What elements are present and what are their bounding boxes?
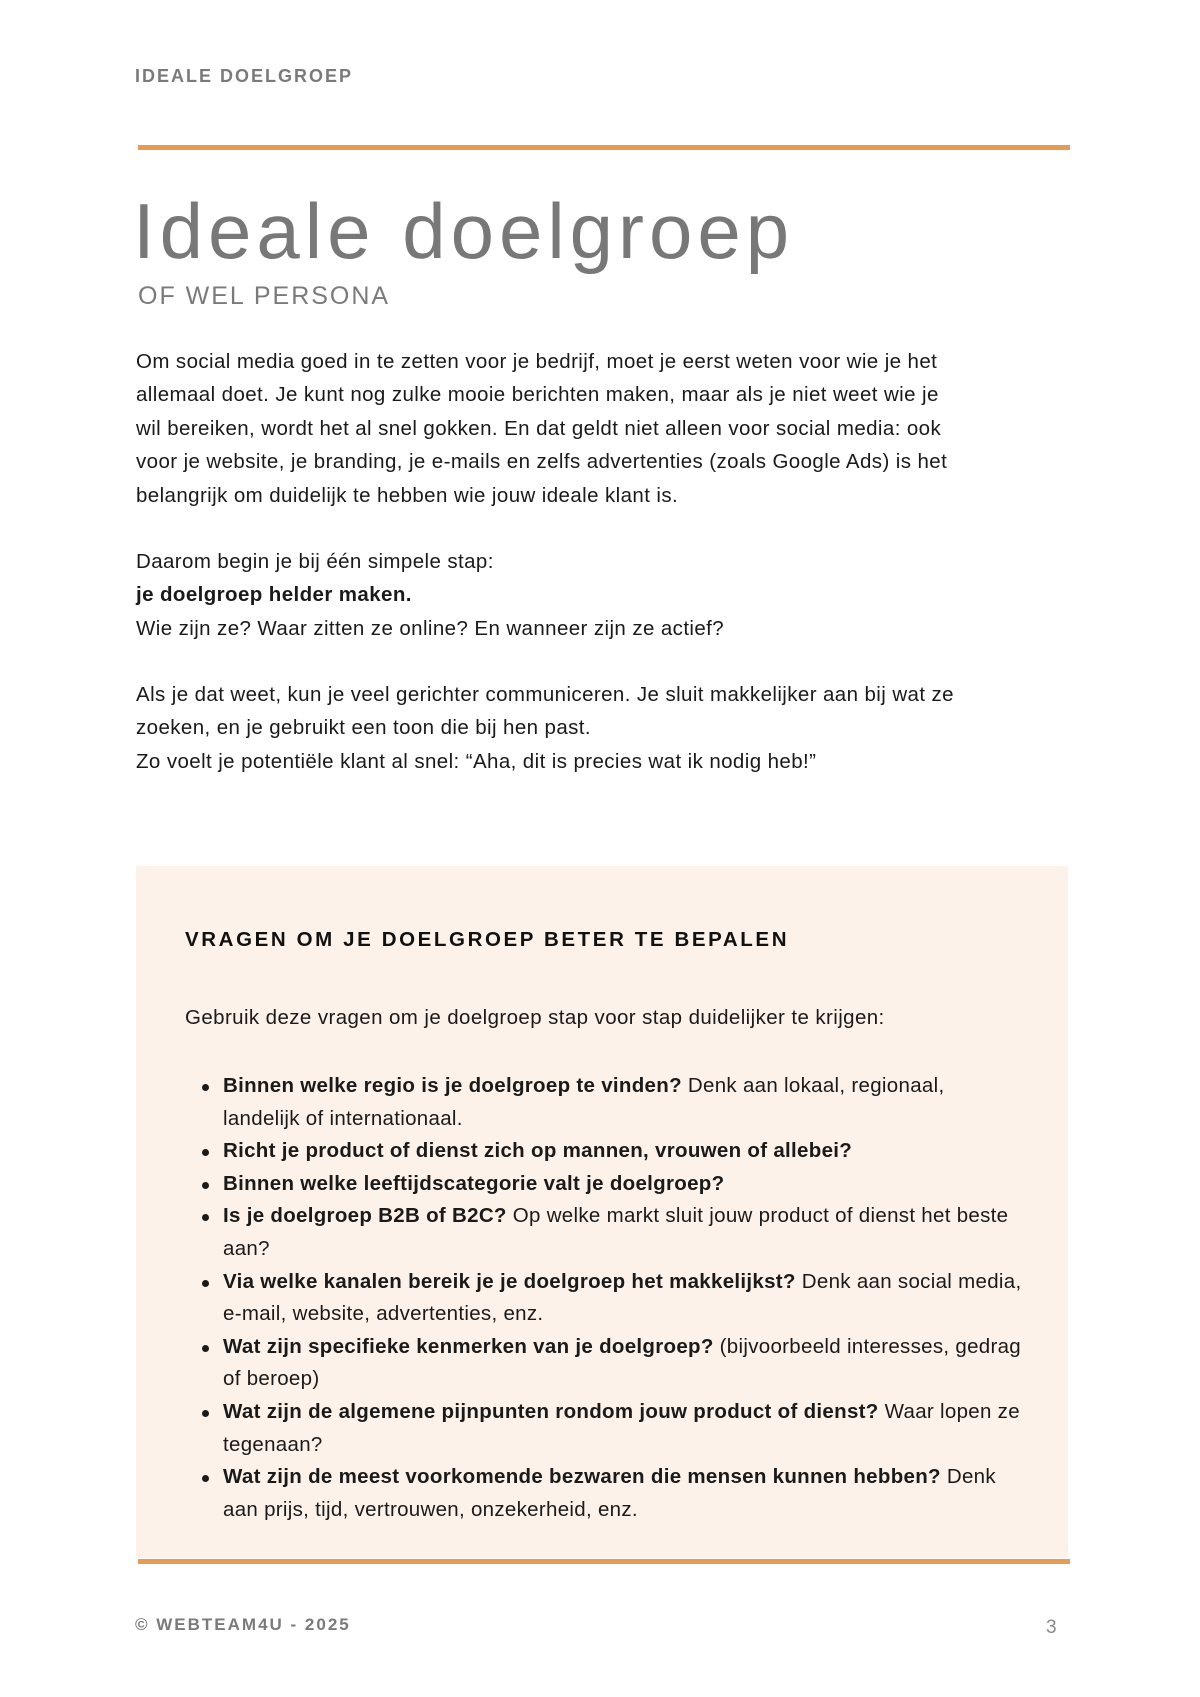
list-item bbox=[223, 1396, 1023, 1461]
text-line: Zo voelt je potentiële klant al snel: “Aha, dit is precies wat ik nodig heb!” bbox=[136, 749, 817, 773]
question-bold: Is je doelgroep B2B of B2C? bbox=[223, 1204, 507, 1228]
question-text: Denk aan lokaal, regionaal, landelijk of internationaal. bbox=[223, 1074, 945, 1130]
intro-paragraph bbox=[136, 345, 1076, 512]
list-item bbox=[223, 1168, 1023, 1201]
footer-copyright: © WEBTEAM4U - 2025 bbox=[135, 1615, 351, 1634]
text-line: zoeken, en je gebruikt een toon die bij hen past. bbox=[136, 716, 591, 740]
question-bold: Binnen welke leeftijdscategorie valt je doelgroep? bbox=[223, 1171, 725, 1195]
list-item bbox=[223, 1461, 1023, 1526]
question-bold: Wat zijn specifieke kenmerken van je doelgroep? bbox=[223, 1334, 714, 1358]
question-text: Waar lopen ze tegenaan? bbox=[223, 1399, 1020, 1456]
text-line: belangrijk om duidelijk te hebben wie jouw ideale klant is. bbox=[136, 483, 679, 507]
closing-paragraph bbox=[136, 678, 1076, 778]
step-paragraph bbox=[136, 545, 1076, 645]
question-text: Denk aan prijs, tijd, vertrouwen, onzekerheid, enz. bbox=[223, 1465, 996, 1521]
question-text: (bijvoorbeeld interesses, gedrag of beroep) bbox=[223, 1334, 1022, 1391]
text-line: allemaal doet. Je kunt nog zulke mooie berichten maken, maar als je niet weet wie je bbox=[136, 383, 939, 407]
questions-intro: Gebruik deze vragen om je doelgroep stap voor stap duidelijker te krijgen: bbox=[185, 1006, 885, 1029]
questions-heading: VRAGEN OM JE DOELGROEP BETER TE BEPALEN bbox=[185, 928, 790, 951]
question-text: Denk aan social media, e-mail, website, advertenties, enz. bbox=[223, 1269, 1022, 1326]
text-line: Als je dat weet, kun je veel gerichter communiceren. Je sluit makkelijker aan bij wat ze bbox=[136, 683, 954, 706]
list-item bbox=[223, 1070, 1023, 1135]
bold-step: je doelgroep helder maken. bbox=[136, 583, 412, 607]
page-subtitle: OF WEL PERSONA bbox=[138, 282, 391, 310]
question-bold: Binnen welke regio is je doelgroep te vinden? bbox=[223, 1074, 682, 1097]
list-item bbox=[223, 1331, 1023, 1396]
text-line: Daarom begin je bij één simpele stap: bbox=[136, 550, 494, 573]
text-line: voor je website, je branding, je e-mails en zelfs advertenties (zoals Google Ads) is het bbox=[136, 450, 948, 474]
question-bold: Wat zijn de meest voorkomende bezwaren die mensen kunnen hebben? bbox=[223, 1465, 941, 1489]
top-divider bbox=[138, 145, 1070, 150]
text-line: Om social media goed in te zetten voor je bedrijf, moet je eerst weten voor wie je het bbox=[136, 350, 938, 373]
bottom-divider bbox=[138, 1559, 1070, 1564]
question-bold: Via welke kanalen bereik je je doelgroep het makkelijkst? bbox=[223, 1269, 796, 1293]
question-bold: Wat zijn de algemene pijnpunten rondom jouw product of dienst? bbox=[223, 1399, 879, 1423]
list-item bbox=[223, 1135, 1023, 1168]
list-item bbox=[223, 1200, 1023, 1265]
questions-list bbox=[185, 1070, 1023, 1526]
text-line: wil bereiken, wordt het al snel gokken. En dat geldt niet alleen voor social media: ook bbox=[136, 416, 942, 440]
page-title: Ideale doelgroep bbox=[133, 187, 795, 275]
running-header: IDEALE DOELGROEP bbox=[135, 66, 354, 86]
page-number: 3 bbox=[1046, 1617, 1057, 1638]
list-item bbox=[223, 1266, 1023, 1331]
question-text: Op welke markt sluit jouw product of dienst het beste aan? bbox=[223, 1204, 1009, 1260]
question-bold: Richt je product of dienst zich op mannen, vrouwen of allebei? bbox=[223, 1139, 853, 1163]
text-line: Wie zijn ze? Waar zitten ze online? En wanneer zijn ze actief? bbox=[136, 616, 725, 640]
